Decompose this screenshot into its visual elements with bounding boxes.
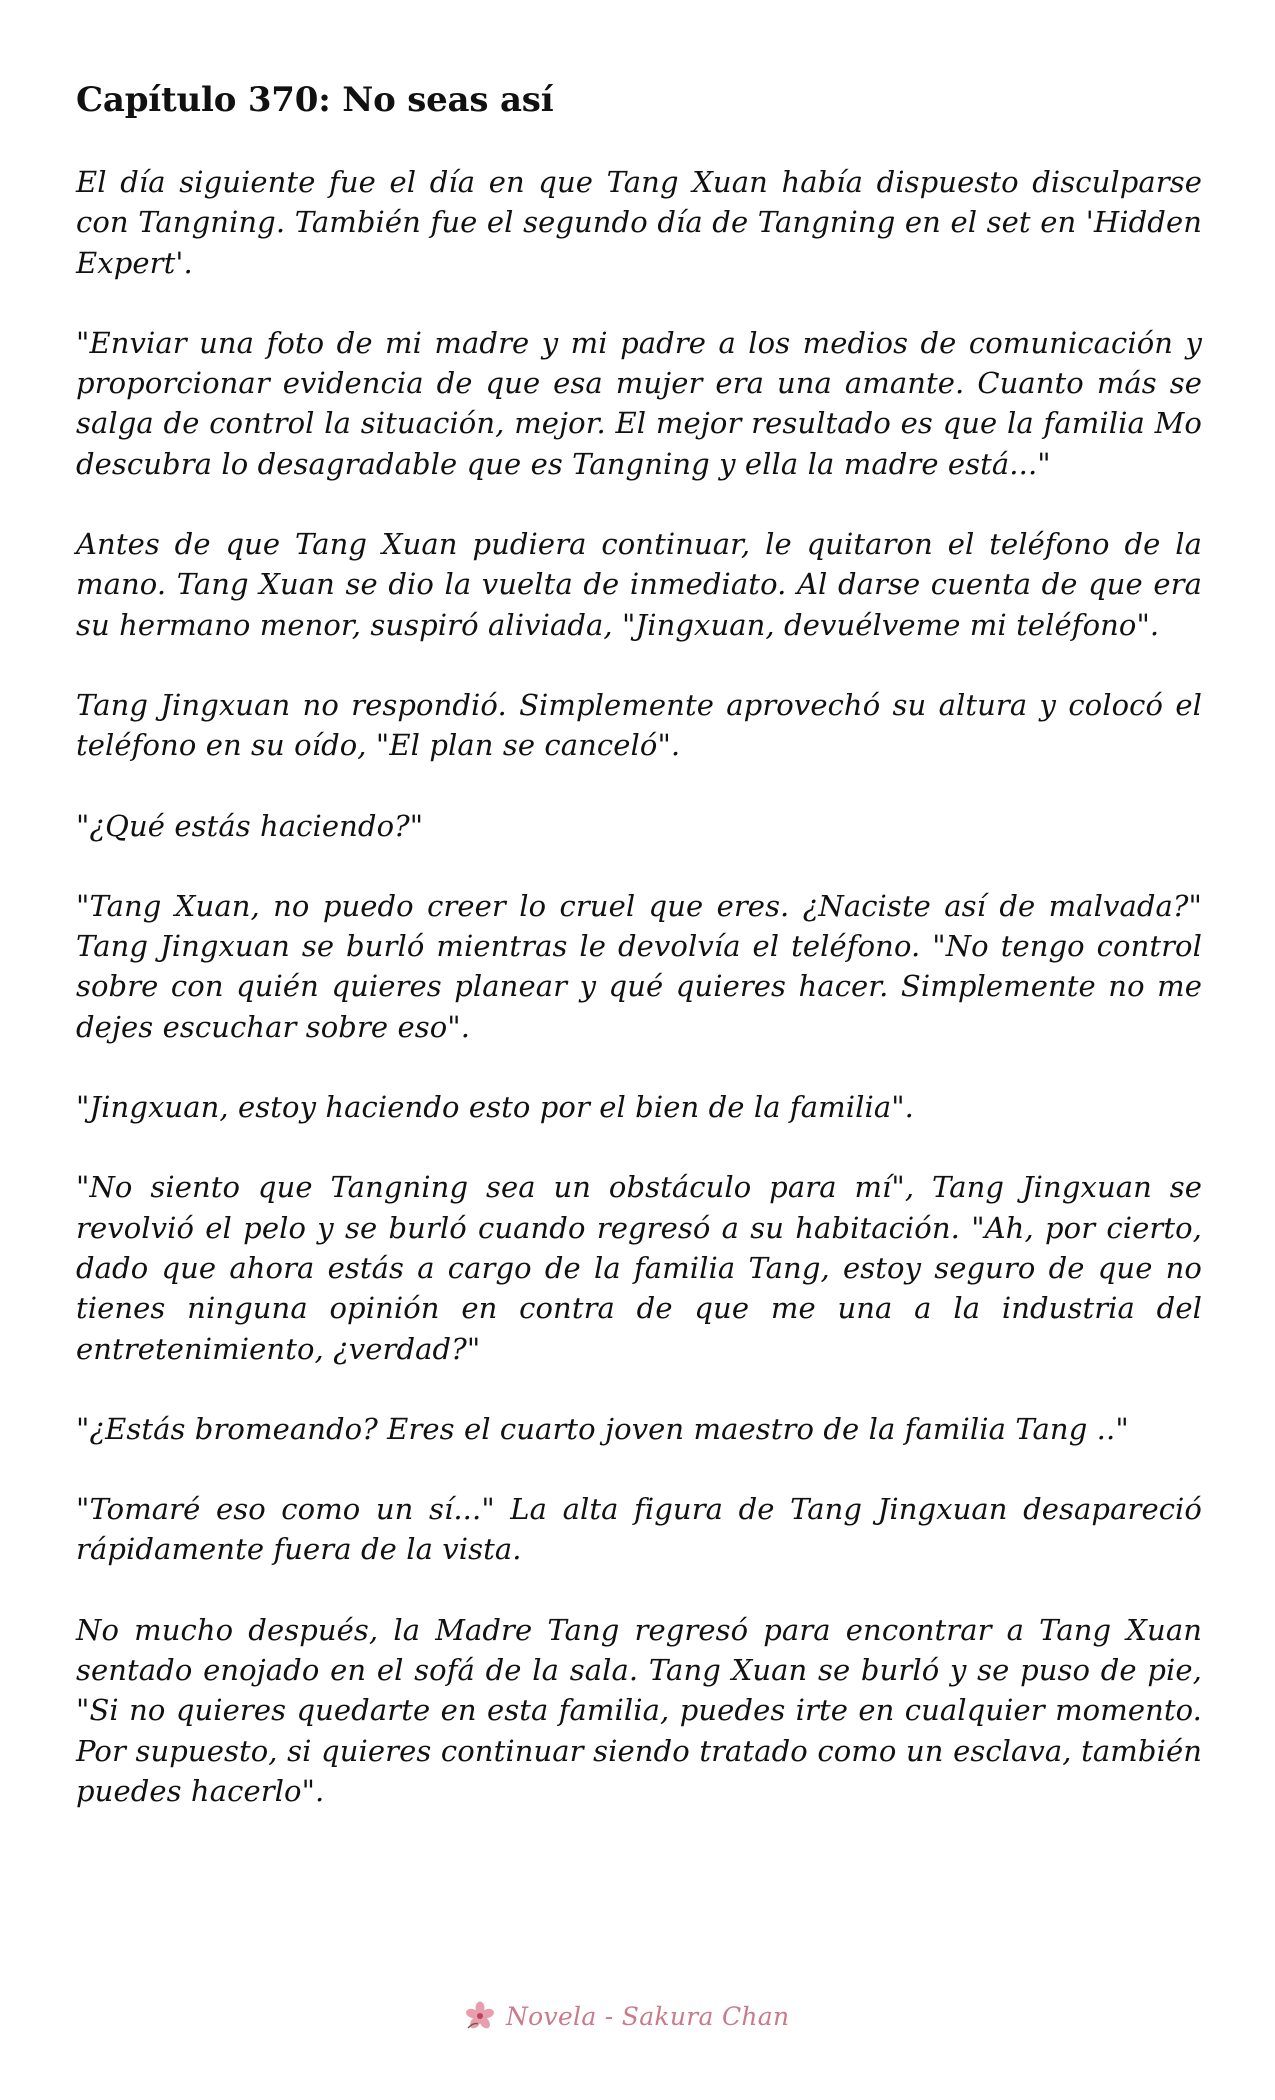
paragraph: Tang Jingxuan no respondió. Simplemente aprovechó su altura y colocó el teléfono en su oído, "El plan se canceló". [76,687,1202,763]
paragraph: "Jingxuan, estoy haciendo esto por el bien de la familia". [76,1090,914,1125]
sakura-flower-icon [462,1998,498,2034]
paragraph: "Tang Xuan, no puedo creer lo cruel que eres. ¿Naciste así de malvada?" Tang Jingxuan se burló mientras le devolvía el teléfono. "No tengo control sobre con quién quieres planear y qué quieres hacer. Simplemente no me dejes escuchar sobre eso". [76,888,1202,1044]
watermark-text: Novela - Sakura Chan [506,2001,790,2031]
paragraph: El día siguiente fue el día en que Tang Xuan había dispuesto disculparse con Tangning. También fue el segundo día de Tangning en el set en 'Hidden Expert'. [76,165,1202,280]
chapter-title: Capítulo 370: No seas así [76,80,554,120]
paragraph: "¿Qué estás haciendo?" [76,808,424,843]
chapter-body [76,162,1202,1851]
paragraph: No mucho después, la Madre Tang regresó para encontrar a Tang Xuan sentado enojado en el sofá de la sala. Tang Xuan se burló y se puso de pie, "Si no quieres quedarte en esta familia, puedes irte en cualquier momento. Por supuesto, si quieres continuar siendo tratado como un esclava, también puedes hacerlo". [76,1612,1202,1808]
paragraph: "No siento que Tangning sea un obstáculo para mí", Tang Jingxuan se revolvió el pelo y se burló cuando regresó a su habitación. "Ah, por cierto, dado que ahora estás a cargo de la familia Tang, estoy seguro de que no tienes ninguna opinión en contra de que me una a la industria del entretenimiento, ¿verdad?" [76,1170,1202,1366]
paragraph: "Tomaré eso como un sí..." La alta figura de Tang Jingxuan desapareció rápidamente fuera de la vista. [76,1492,1202,1567]
paragraph: "Enviar una foto de mi madre y mi padre a los medios de comunicación y proporcionar evidencia de que esa mujer era una amante. Cuanto más se salga de control la situación, mejor. El mejor resultado es que la familia Mo descubra lo desagradable que es Tangning y ella la madre está..." [76,325,1202,481]
paragraph: "¿Estás bromeando? Eres el cuarto joven maestro de la familia Tang .." [76,1411,1129,1446]
watermark [462,1996,789,2036]
paragraph: Antes de que Tang Xuan pudiera continuar, le quitaron el teléfono de la mano. Tang Xuan se dio la vuelta de inmediato. Al darse cuenta de que era su hermano menor, suspiró aliviada, "Jingxuan, devuélveme mi teléfono". [76,527,1202,642]
